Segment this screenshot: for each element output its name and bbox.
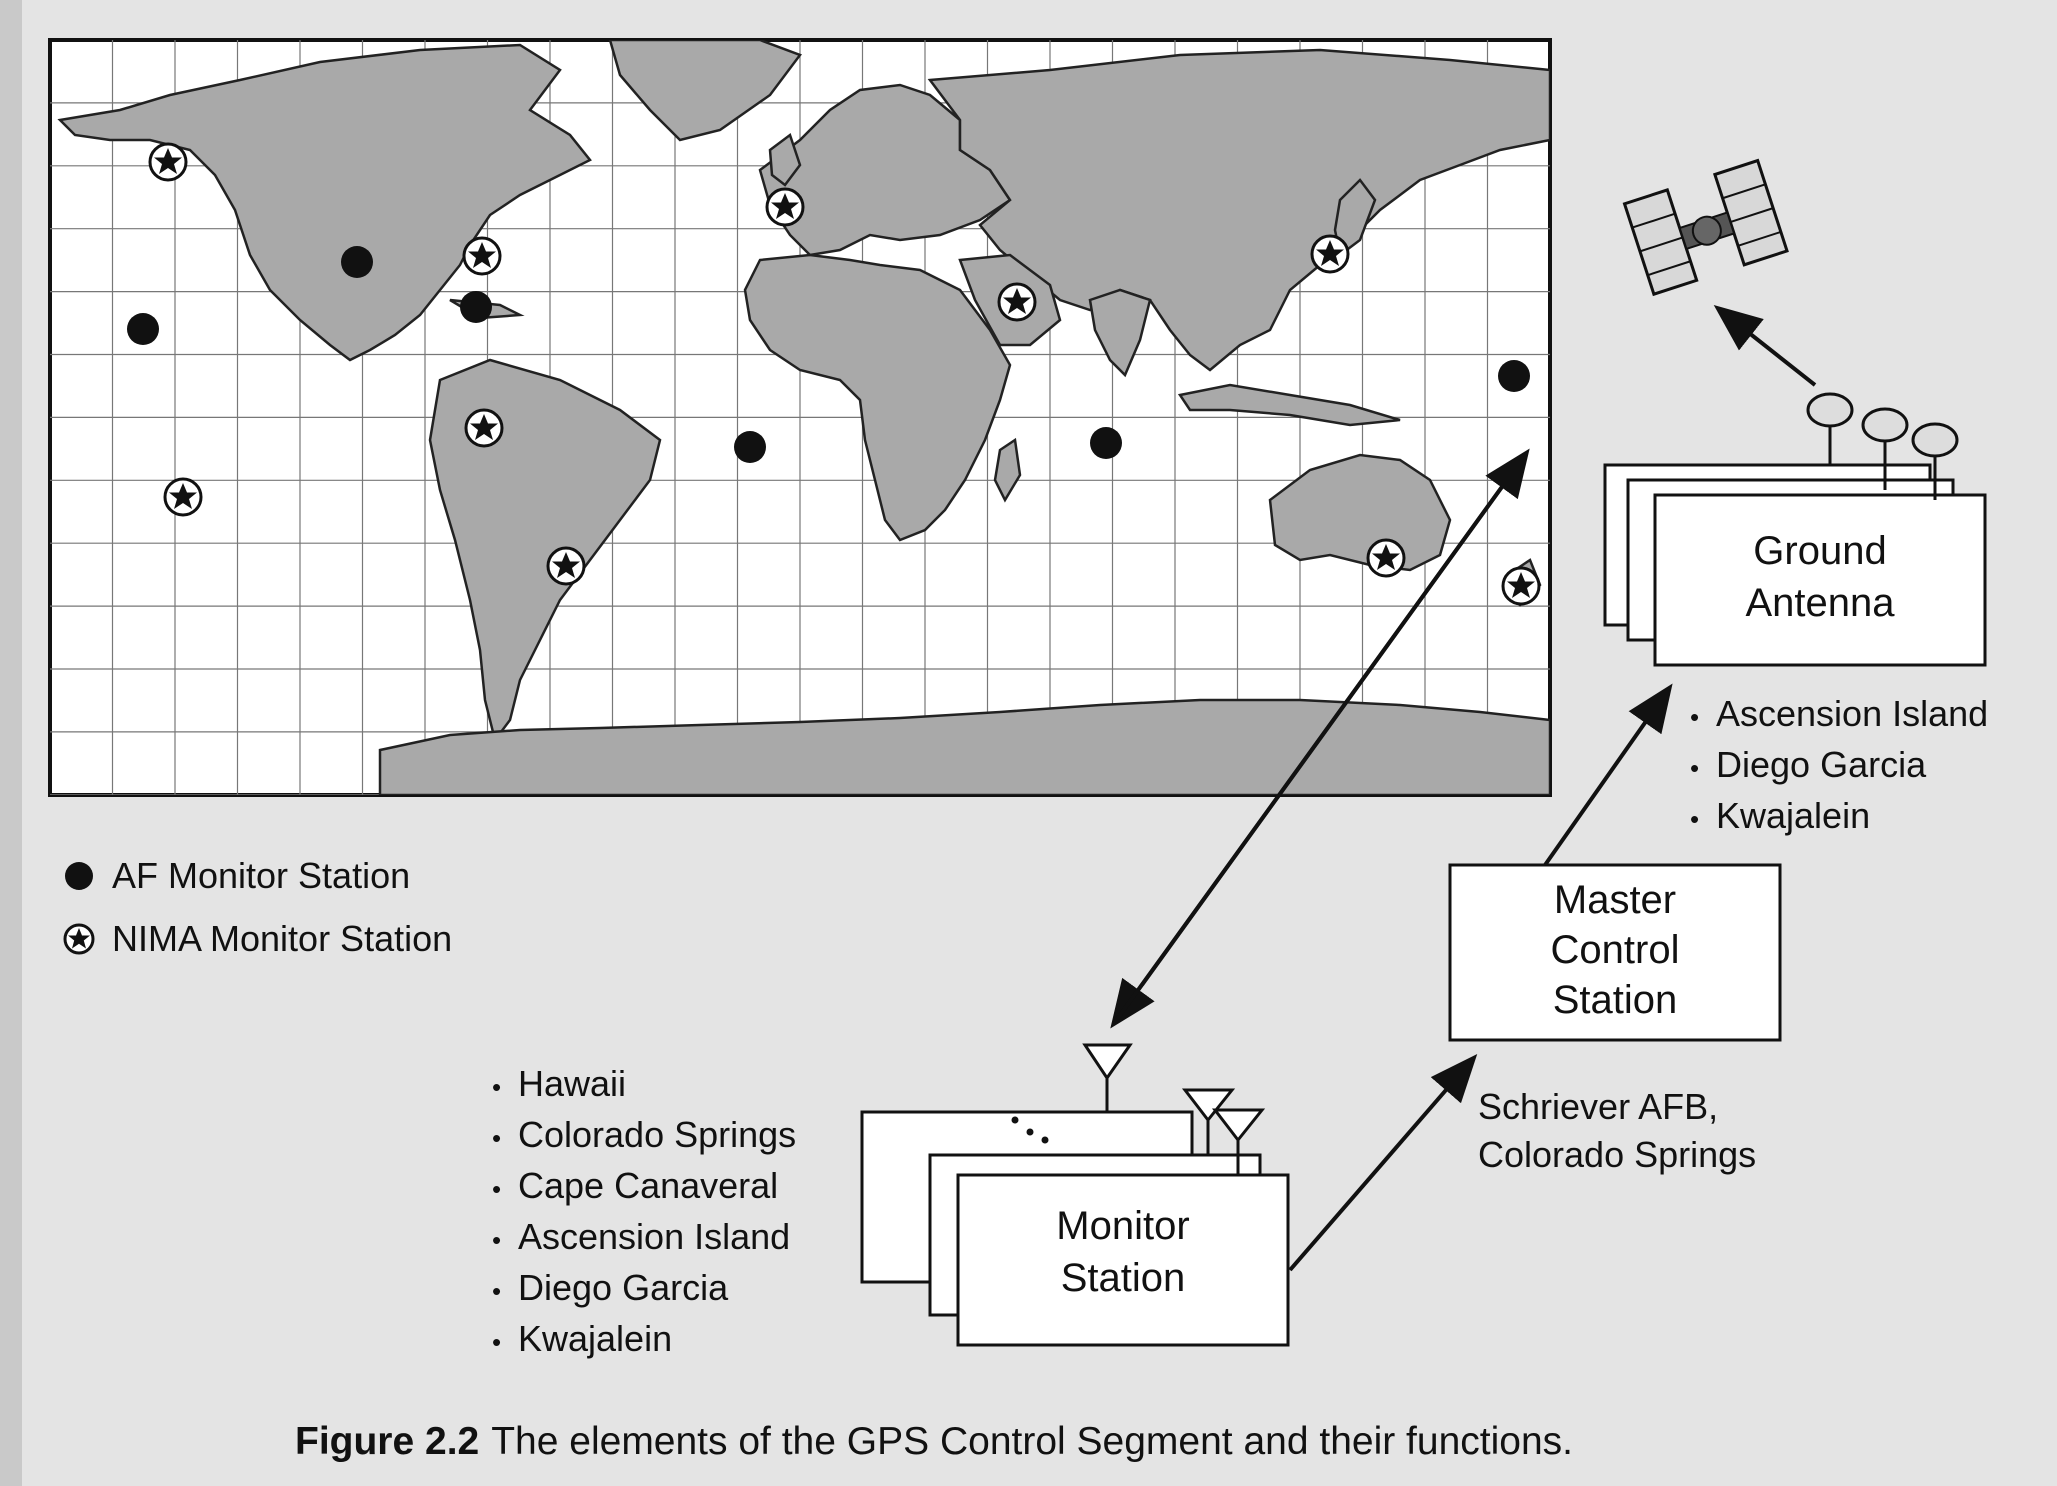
nima-monitor-station-marker	[767, 189, 803, 225]
list-item: • Cape Canaveral	[492, 1162, 796, 1213]
list-item: • Kwajalein	[1690, 792, 1988, 843]
ground-antenna-label-line1: Ground	[1753, 529, 1887, 573]
legend-nima-label: NIMA Monitor Station	[112, 918, 453, 959]
figure-number: Figure 2.2	[295, 1420, 480, 1463]
list-item: • Diego Garcia	[492, 1264, 796, 1315]
nima-monitor-station-marker	[548, 548, 584, 584]
monitor-station-label-line2: Station	[1060, 1256, 1186, 1300]
nima-monitor-station-marker	[466, 410, 502, 446]
list-item: • Kwajalein	[492, 1315, 796, 1366]
monitor-station-label	[958, 1200, 1288, 1304]
af-monitor-station-marker	[1090, 427, 1122, 459]
figure-caption	[295, 1420, 1573, 1464]
star-circle-icon	[62, 922, 96, 956]
list-item: • Diego Garcia	[1690, 741, 1988, 792]
af-monitor-station-marker	[341, 246, 373, 278]
master-control-label	[1450, 875, 1780, 1025]
monitor-station-locations	[492, 1060, 796, 1366]
legend-nima	[62, 918, 452, 960]
link-arrow-master-to-ground	[1545, 690, 1668, 865]
master-control-label-line3: Station	[1552, 978, 1678, 1022]
monitor-station-label-line1: Monitor	[1056, 1204, 1190, 1248]
master-control-label-line2: Control	[1550, 928, 1680, 972]
legend-af	[62, 855, 410, 897]
list-item: • Ascension Island	[492, 1213, 796, 1264]
master-control-location-line1: Schriever AFB,	[1478, 1086, 1719, 1127]
af-monitor-station-marker	[127, 313, 159, 345]
nima-monitor-station-marker	[165, 479, 201, 515]
nima-monitor-station-marker	[1503, 568, 1539, 604]
af-monitor-station-marker	[460, 291, 492, 323]
ground-antenna-label-line2: Antenna	[1745, 581, 1895, 625]
link-arrow-ground-to-satellite	[1720, 310, 1815, 385]
af-monitor-station-marker	[1498, 360, 1530, 392]
nima-monitor-station-marker	[464, 238, 500, 274]
nima-monitor-station-marker	[1368, 540, 1404, 576]
master-control-location-line2: Colorado Springs	[1478, 1134, 1757, 1175]
list-item: • Ascension Island	[1690, 690, 1988, 741]
af-monitor-station-marker	[734, 431, 766, 463]
link-arrow-monitor-to-master	[1290, 1060, 1472, 1270]
legend-af-label: AF Monitor Station	[112, 855, 411, 896]
nima-monitor-station-marker	[1312, 236, 1348, 272]
list-item: • Hawaii	[492, 1060, 796, 1111]
master-control-location	[1478, 1083, 1756, 1179]
master-control-label-line1: Master	[1553, 878, 1677, 922]
ground-antenna-locations	[1690, 690, 1988, 843]
world-map	[50, 40, 1550, 795]
list-item: • Colorado Springs	[492, 1111, 796, 1162]
filled-circle-icon	[62, 859, 96, 893]
gps-satellite-icon	[1625, 161, 1788, 295]
nima-monitor-station-marker	[999, 284, 1035, 320]
caption-text: The elements of the GPS Control Segment and their functions.	[491, 1420, 1573, 1463]
ground-antenna-label	[1655, 525, 1985, 629]
nima-monitor-station-marker	[150, 144, 186, 180]
